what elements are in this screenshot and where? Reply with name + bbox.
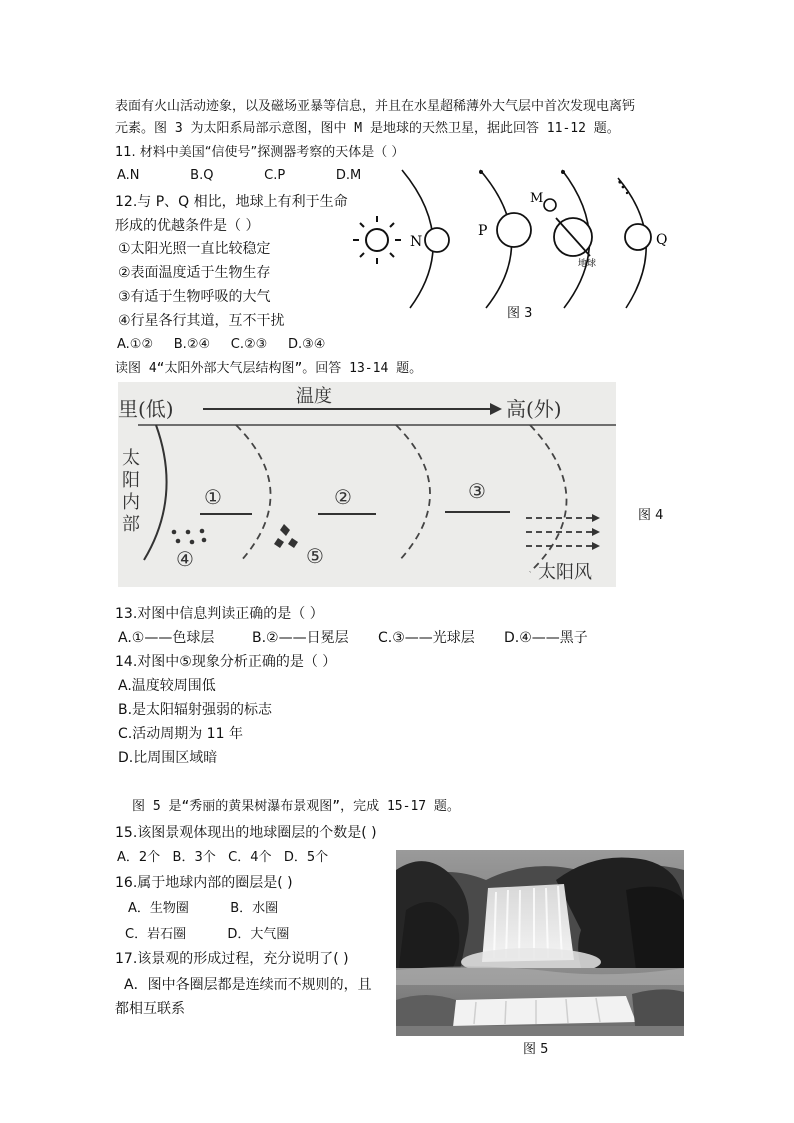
label-5: ⑤ [306, 544, 324, 568]
sun-interior-2: 阳 [122, 470, 140, 491]
q12-item-1: ①太阳光照一直比较稳定 [118, 241, 271, 257]
q13-option-d: D.④——黑子 [504, 630, 588, 646]
label-high-outer: 高(外) [506, 397, 562, 421]
q14-option-a: A.温度较周围低 [118, 678, 216, 694]
q13-stem: 13.对图中信息判读正确的是（ ） [115, 606, 324, 622]
label-q: Q [656, 232, 668, 248]
q12-stem-1: 12.与 P、Q 相比，地球上有利于生命 [115, 194, 348, 210]
figure-5-waterfall-photo [396, 850, 684, 1036]
sun-interior-3: 内 [122, 492, 140, 513]
label-temperature: 温度 [296, 386, 332, 407]
layer-1-number: ① [204, 485, 222, 509]
q11-options: A.N B.Q C.P D.M [117, 168, 362, 183]
q12-stem-2: 形成的优越条件是（ ） [115, 218, 260, 234]
q15-options: A．2个 B．3个 C．4个 D．5个 [117, 850, 329, 865]
sun-icon [353, 216, 401, 264]
figure-5-intro: 图 5 是“秀丽的黄果树瀑布景观图”，完成 15-17 题。 [132, 799, 460, 814]
figure-4-diagram [118, 382, 616, 587]
q14-option-b: B.是太阳辐射强弱的标志 [118, 702, 273, 718]
q15-stem: 15.该图景观体现出的地球圈层的个数是( ) [115, 825, 377, 841]
planet-n [425, 228, 449, 252]
q17-stem: 17.该景观的形成过程，充分说明了( ) [115, 951, 349, 967]
label-4: ④ [176, 547, 194, 571]
q17-option-a-line-1: A．图中各圈层都是连续而不规则的，且 [124, 977, 372, 993]
intro-line-1: 表面有火山活动迹象，以及磁场亚暴等信息，并且在水星超稀薄外大气层中首次发现电离钙 [115, 99, 636, 114]
label-p: P [478, 223, 488, 239]
sun-interior-4: 部 [122, 514, 140, 535]
q14-option-d: D.比周围区域暗 [118, 750, 218, 766]
figure-4-intro: 读图 4“太阳外部大气层结构图”。回答 13-14 题。 [115, 361, 423, 376]
q12-item-2: ②表面温度适于生物生存 [118, 265, 271, 281]
label-earth: 地球 [578, 259, 597, 269]
q16-options-row-2: C．岩石圈 D．大气圈 [125, 927, 290, 942]
figure-3-caption: 图 3 [507, 306, 533, 321]
q16-options-row-1: A．生物圈 B．水圈 [128, 901, 279, 916]
q17-option-a-line-2: 都相互联系 [115, 1001, 185, 1017]
q16-stem: 16.属于地球内部的圈层是( ) [115, 875, 293, 891]
q11-stem: 11. 材料中美国“信使号”探测器考察的天体是（ ） [115, 145, 405, 160]
intro-line-2: 元素。图 3 为太阳系局部示意图，图中 M 是地球的天然卫星，据此回答 11-12 题。 [115, 121, 620, 136]
planet-p [497, 213, 531, 247]
label-m: M [530, 191, 544, 206]
q12-options: A.①② B.②④ C.②③ D.③④ [117, 337, 326, 352]
q13-option-b: B.②——日冕层 [252, 630, 349, 646]
label-n: N [410, 234, 423, 250]
label-inner-low: 里(低) [118, 397, 174, 421]
sun-interior-1: 太 [122, 448, 140, 469]
layer-3-number: ③ [468, 479, 486, 503]
figure-5-caption: 图 5 [523, 1042, 549, 1057]
label-solar-wind: 太阳风 [538, 562, 592, 583]
layer-2-number: ② [334, 485, 352, 509]
moon-m [544, 199, 556, 211]
q13-option-a: A.①——色球层 [118, 630, 215, 646]
q14-option-c: C.活动周期为 11 年 [118, 726, 243, 742]
q12-item-4: ④行星各行其道，互不干扰 [118, 313, 285, 329]
figure-4-caption: 图 4 [638, 508, 664, 523]
q13-option-c: C.③——光球层 [378, 630, 475, 646]
q12-item-3: ③有适于生物呼吸的大气 [118, 289, 271, 305]
q14-stem: 14.对图中⑤现象分析正确的是（ ） [115, 654, 337, 670]
planet-q [625, 224, 651, 250]
